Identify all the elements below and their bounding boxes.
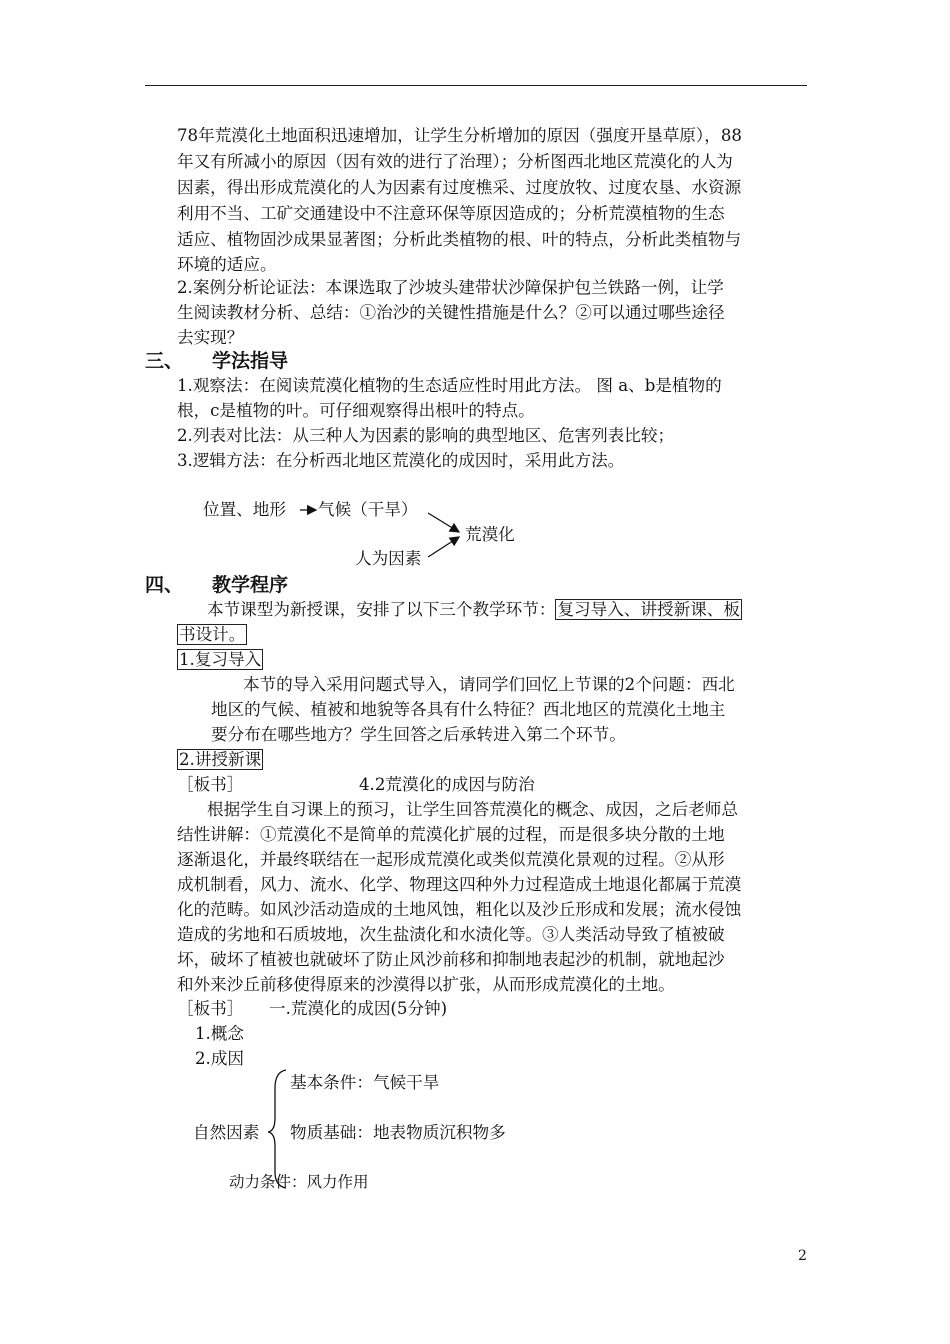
natural-basic: 基本条件：气候干旱 — [290, 1073, 440, 1092]
text-line: 根据学生自习课上的预习，让学生回答荒漠化的概念、成因，之后老师总 — [207, 800, 738, 819]
text-line: 环境的适应。 — [177, 255, 277, 274]
board-tag: ［板书］ — [177, 775, 244, 794]
list-item: 3.逻辑方法：在分析西北地区荒漠化的成因时，采用此方法。 — [177, 451, 625, 470]
diagram-human-text: 人为因素 — [355, 549, 422, 568]
text-line: 2.案例分析论证法：本课选取了沙坡头建带状沙障保护包兰铁路一例，让学 — [177, 278, 724, 297]
text-line: 坏，破坏了植被也就破坏了防止风沙前移和抑制地表起沙的机制，就地起沙 — [177, 950, 725, 969]
section3-title: 学法指导 — [212, 350, 289, 372]
diagram-position-text: 位置、地形 — [203, 500, 286, 519]
list-item: 根，c是植物的叶。可仔细观察得出根叶的特点。 — [177, 401, 535, 420]
board-title: 4.2荒漠化的成因与防治 — [359, 775, 535, 794]
text-line: 去实现？ — [177, 328, 244, 347]
section4-number: 四、 — [145, 574, 184, 596]
text-line: 生阅读教材分析、总结：①治沙的关键性措施是什么？②可以通过哪些途径 — [177, 303, 725, 322]
text-line: 逐渐退化，并最终联结在一起形成荒漠化或类似荒漠化景观的过程。②从形 — [177, 850, 725, 869]
natural-label: 自然因素 — [193, 1123, 260, 1142]
diagram-climate-text: 气候（干旱） — [318, 500, 418, 519]
text-line: 成机制看，风力、流水、化学、物理这四种外力过程造成土地退化都属于荒漠 — [177, 875, 742, 894]
list-item: 2.列表对比法：从三种人为因素的影响的典型地区、危害列表比较； — [177, 426, 675, 445]
text-line: 因素，得出形成荒漠化的人为因素有过度樵采、过度放牧、过度农垦、水资源 — [177, 178, 742, 197]
section4-title: 教学程序 — [212, 574, 289, 596]
text-line: 造成的劣地和石质坡地，次生盐渍化和水渍化等。③人类活动导致了植被破 — [177, 925, 725, 944]
board-tag: ［板书］ — [177, 999, 244, 1018]
list-item: 1.观察法：在阅读荒漠化植物的生态适应性时用此方法。 图 a、b是植物的 — [177, 376, 722, 395]
text-line: 适应、植物固沙成果显著图；分析此类植物的根、叶的特点，分析此类植物与 — [177, 230, 742, 249]
section3-number: 三、 — [145, 350, 184, 372]
step1-text: 要分布在哪些地方？学生回答之后承转进入第二个环节。 — [211, 725, 626, 744]
board-subtitle: 一.荒漠化的成因(5分钟) — [269, 999, 448, 1018]
text-line: 利用不当、工矿交通建设中不注意环保等原因造成的；分析荒漠植物的生态 — [177, 204, 725, 223]
step1-label: 1.复习导入 — [179, 650, 262, 669]
step2-label: 2.讲授新课 — [179, 750, 262, 769]
step1-text: 本节的导入采用问题式导入，请同学们回忆上节课的2个问题：西北 — [243, 675, 735, 694]
natural-power: 动力条件：风力作用 — [229, 1173, 369, 1191]
boxed-steps: 复习导入、讲授新课、板 — [557, 600, 740, 619]
diagram-result-text: 荒漠化 — [465, 525, 515, 544]
text-line: 和外来沙丘前移使得原来的沙漠得以扩张，从而形成荒漠化的土地。 — [177, 975, 675, 994]
intro-plain: 本节课型为新授课，安排了以下三个教学环节： — [207, 600, 556, 619]
text-line: 结性讲解：①荒漠化不是简单的荒漠化扩展的过程，而是很多块分散的土地 — [177, 825, 725, 844]
item-cause: 2.成因 — [195, 1049, 245, 1068]
item-concept: 1.概念 — [195, 1024, 245, 1043]
text-line: 化的范畴。如风沙活动造成的土地风蚀，粗化以及沙丘形成和发展；流水侵蚀 — [177, 900, 742, 919]
text-line: 78年荒漠化土地面积迅速增加，让学生分析增加的原因（强度开垦草原），88 — [177, 126, 742, 145]
step1-text: 地区的气候、植被和地貌等各具有什么特征？西北地区的荒漠化土地主 — [211, 700, 726, 719]
natural-material: 物质基础：地表物质沉积物多 — [290, 1123, 506, 1142]
boxed-steps-cont: 书设计。 — [179, 625, 246, 644]
page-number: 2 — [798, 1248, 807, 1264]
text-line: 年又有所减小的原因（因有效的进行了治理）；分析图西北地区荒漠化的人为 — [177, 152, 733, 171]
